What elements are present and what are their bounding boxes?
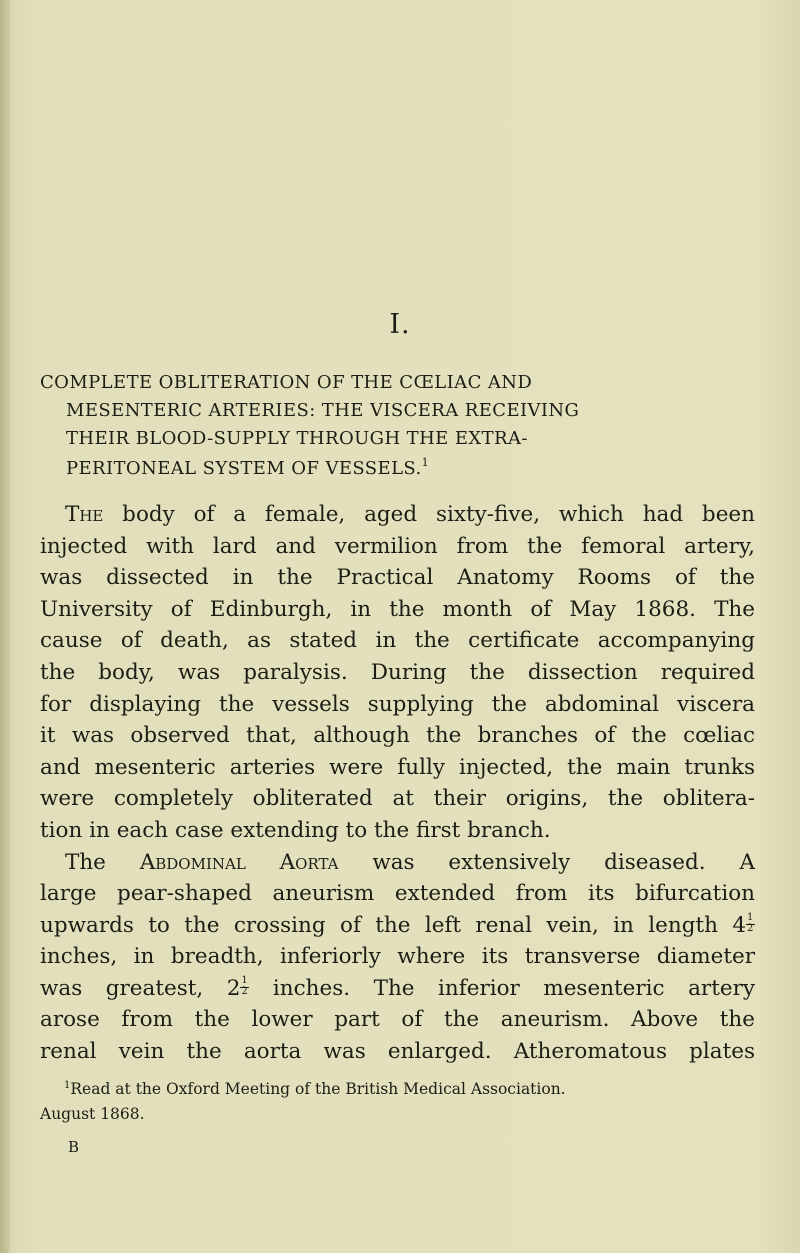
title-line bbox=[66, 456, 429, 479]
fraction-numerator: 1 bbox=[747, 912, 754, 923]
paragraph-line bbox=[40, 913, 755, 938]
fraction-denominator: 2 bbox=[747, 923, 754, 934]
paragraph-line: it was observed that, although the branches of the cœliac bbox=[40, 723, 755, 748]
line-text: body of a female, aged sixty-five, which had been bbox=[103, 502, 755, 527]
signature-mark: B bbox=[68, 1138, 80, 1156]
footnote-mark: 1 bbox=[64, 1080, 71, 1091]
paragraph-line: University of Edinburgh, in the month of May 1868. The bbox=[40, 597, 755, 622]
paragraph-line bbox=[65, 502, 755, 527]
paragraph-line: large pear-shaped aneurism extended from its bifurcation bbox=[40, 881, 755, 906]
line-text: was extensively diseased. A bbox=[338, 850, 755, 875]
paragraph-line: the body, was paralysis. During the dissection required bbox=[40, 660, 755, 685]
paragraph-line bbox=[65, 850, 755, 875]
line-text: upwards to the crossing of the left renal vein, in length 4 bbox=[40, 913, 746, 938]
line-text: The bbox=[65, 850, 140, 875]
title-line-text: PERITONEAL SYSTEM OF VESSELS. bbox=[66, 458, 422, 479]
paragraph-line: for displaying the vessels supplying the abdominal viscera bbox=[40, 692, 755, 717]
paragraph-line: injected with lard and vermilion from the femoral artery, bbox=[40, 534, 755, 559]
title-line: COMPLETE OBLITERATION OF THE CŒLIAC AND bbox=[40, 372, 533, 393]
chapter-number: I. bbox=[389, 309, 411, 340]
footnote bbox=[64, 1080, 566, 1098]
paragraph-line: cause of death, as stated in the certificate accompanying bbox=[40, 628, 755, 653]
fraction-half bbox=[746, 912, 755, 934]
paragraph-line: arose from the lower part of the aneurism. Above the bbox=[40, 1007, 755, 1032]
title-line: MESENTERIC ARTERIES: THE VISCERA RECEIVING bbox=[66, 400, 580, 421]
paragraph-line bbox=[40, 976, 755, 1001]
paragraph-line: was dissected in the Practical Anatomy Rooms of the bbox=[40, 565, 755, 590]
paragraph-line: were completely obliterated at their origins, the oblitera- bbox=[40, 786, 755, 811]
footnote-text: Read at the Oxford Meeting of the British Medical Association. bbox=[70, 1080, 566, 1098]
opening-word: The bbox=[65, 502, 104, 527]
fraction-denominator: 2 bbox=[241, 986, 248, 997]
line-text: was greatest, 2 bbox=[40, 976, 241, 1001]
line-text: inches. The inferior mesenteric artery bbox=[249, 976, 755, 1001]
paragraph-line: inches, in breadth, inferiorly where its transverse diameter bbox=[40, 944, 755, 969]
paragraph-line: tion in each case extending to the first branch. bbox=[40, 818, 551, 843]
footnote-reference: 1 bbox=[421, 456, 430, 469]
binding-gutter bbox=[0, 0, 10, 1253]
paragraph-line: renal vein the aorta was enlarged. Atheromatous plates bbox=[40, 1039, 755, 1064]
paragraph-line: and mesenteric arteries were fully injected, the main trunks bbox=[40, 755, 755, 780]
fraction-half bbox=[240, 975, 249, 997]
fraction-numerator: 1 bbox=[241, 975, 248, 986]
title-line bbox=[66, 428, 528, 449]
title-line-text: THEIR BLOOD-SUPPLY THROUGH THE EXTRA- bbox=[66, 428, 528, 449]
footnote-continuation: August 1868. bbox=[40, 1105, 145, 1123]
small-caps-term: Abdominal Aorta bbox=[139, 850, 339, 875]
